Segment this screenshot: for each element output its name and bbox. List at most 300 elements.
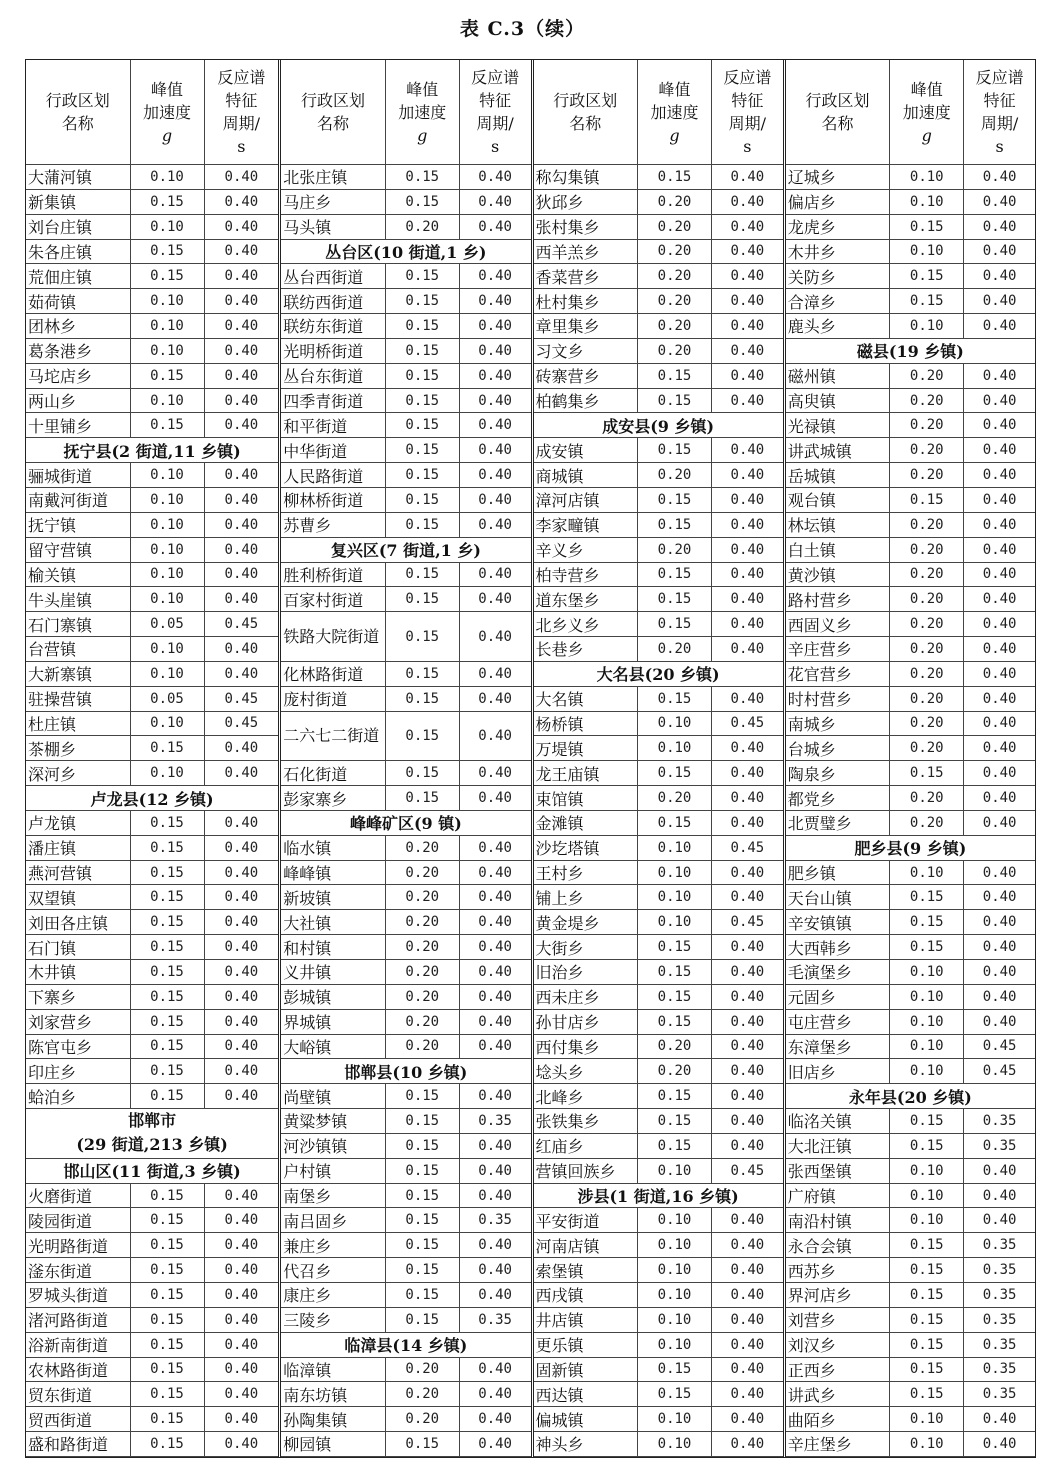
table-row <box>281 1009 530 1034</box>
header-peak-acceleration-line: 加速度 <box>650 102 699 122</box>
cell-region-name: 西未庄乡 <box>534 984 638 1009</box>
section-header: 临漳县(14 乡镇) <box>281 1332 530 1357</box>
cell-peak-acceleration: 0.15 <box>130 1382 204 1407</box>
header-characteristic-period-line: s <box>491 137 500 156</box>
cell-peak-acceleration: 0.15 <box>130 1009 204 1034</box>
cell-peak-acceleration: 0.15 <box>638 1357 712 1382</box>
cell-characteristic-period: 0.40 <box>712 612 783 637</box>
cell-region-name: 光禄镇 <box>786 413 890 438</box>
cell-peak-acceleration: 0.10 <box>130 165 204 190</box>
cell-region-name: 黄金堤乡 <box>534 910 638 935</box>
table-row <box>26 1183 278 1208</box>
cell-region-name: 卢龙镇 <box>26 810 130 835</box>
cell-region-name: 习文乡 <box>534 338 638 363</box>
cell-region-name: 蛤泊乡 <box>26 1084 130 1109</box>
cell-peak-acceleration: 0.15 <box>385 1233 459 1258</box>
cell-region-name: 大新寨镇 <box>26 661 130 686</box>
cell-characteristic-period: 0.40 <box>459 910 530 935</box>
cell-peak-acceleration: 0.20 <box>890 786 964 811</box>
cell-region-name: 贸西街道 <box>26 1407 130 1432</box>
table-row <box>534 612 783 637</box>
cell-region-name: 龙王庙镇 <box>534 761 638 786</box>
cell-peak-acceleration: 0.15 <box>890 910 964 935</box>
cell-peak-acceleration: 0.20 <box>385 984 459 1009</box>
cell-peak-acceleration: 0.10 <box>638 910 712 935</box>
cell-characteristic-period: 0.40 <box>712 463 783 488</box>
table-row <box>26 1258 278 1283</box>
cell-peak-acceleration: 0.20 <box>385 214 459 239</box>
table-row <box>534 537 783 562</box>
table-row <box>786 1233 1035 1258</box>
cell-peak-acceleration: 0.15 <box>130 1282 204 1307</box>
cell-peak-acceleration: 0.15 <box>638 487 712 512</box>
cell-region-name: 西固义乡 <box>786 612 890 637</box>
cell-characteristic-period: 0.40 <box>712 239 783 264</box>
cell-characteristic-period: 0.40 <box>964 463 1035 488</box>
cell-peak-acceleration: 0.15 <box>385 487 459 512</box>
cell-region-name: 茹荷镇 <box>26 289 130 314</box>
cell-peak-acceleration: 0.10 <box>638 885 712 910</box>
cell-peak-acceleration: 0.15 <box>385 1183 459 1208</box>
cell-peak-acceleration: 0.10 <box>890 960 964 985</box>
cell-region-name: 留守营镇 <box>26 537 130 562</box>
table-row <box>786 1382 1035 1407</box>
cell-peak-acceleration: 0.15 <box>130 885 204 910</box>
cell-characteristic-period: 0.40 <box>204 165 278 190</box>
table-row <box>281 1307 530 1332</box>
cell-region-name: 花官营乡 <box>786 661 890 686</box>
cell-region-name: 渚河路街道 <box>26 1307 130 1332</box>
cell-region-name: 下寨乡 <box>26 984 130 1009</box>
cell-peak-acceleration: 0.20 <box>638 264 712 289</box>
cell-peak-acceleration: 0.10 <box>638 1208 712 1233</box>
table-row <box>534 637 783 662</box>
cell-region-name: 罗城头街道 <box>26 1282 130 1307</box>
cell-peak-acceleration: 0.20 <box>385 885 459 910</box>
cell-characteristic-period: 0.40 <box>964 289 1035 314</box>
cell-peak-acceleration: 0.20 <box>890 587 964 612</box>
table-row <box>26 984 278 1009</box>
cell-region-name: 孙陶集镇 <box>281 1407 385 1432</box>
cell-peak-acceleration: 0.15 <box>130 1307 204 1332</box>
cell-region-name: 中华街道 <box>281 438 385 463</box>
table-row <box>281 1258 530 1283</box>
table-row <box>786 189 1035 214</box>
cell-characteristic-period: 0.40 <box>964 214 1035 239</box>
cell-peak-acceleration: 0.20 <box>890 711 964 736</box>
cell-peak-acceleration: 0.20 <box>890 736 964 761</box>
cell-peak-acceleration: 0.15 <box>638 165 712 190</box>
table-row <box>534 1034 783 1059</box>
table-row <box>281 835 530 860</box>
cell-peak-acceleration: 0.15 <box>638 761 712 786</box>
cell-region-name: 联纺西街道 <box>281 289 385 314</box>
header-characteristic-period-line: 反应谱 <box>723 68 772 87</box>
cell-characteristic-period: 0.40 <box>712 1009 783 1034</box>
cell-peak-acceleration: 0.15 <box>890 1382 964 1407</box>
table-row <box>26 537 278 562</box>
cell-peak-acceleration: 0.15 <box>638 512 712 537</box>
table-grid <box>281 60 530 1457</box>
cell-region-name: 刘家营乡 <box>26 1009 130 1034</box>
cell-peak-acceleration: 0.10 <box>130 661 204 686</box>
cell-characteristic-period: 0.40 <box>204 338 278 363</box>
table-panel-4 <box>783 60 1035 1457</box>
cell-characteristic-period: 0.40 <box>204 537 278 562</box>
cell-characteristic-period: 0.40 <box>204 835 278 860</box>
cell-region-name: 关防乡 <box>786 264 890 289</box>
cell-region-name: 两山乡 <box>26 388 130 413</box>
cell-characteristic-period: 0.40 <box>204 512 278 537</box>
cell-peak-acceleration: 0.10 <box>638 1282 712 1307</box>
cell-characteristic-period: 0.40 <box>964 512 1035 537</box>
table-row <box>26 935 278 960</box>
cell-region-name: 和村镇 <box>281 935 385 960</box>
cell-characteristic-period: 0.40 <box>459 1233 530 1258</box>
section-header-row <box>786 338 1035 363</box>
cell-peak-acceleration: 0.20 <box>890 512 964 537</box>
cell-peak-acceleration: 0.15 <box>638 587 712 612</box>
cell-region-name: 营镇回族乡 <box>534 1158 638 1183</box>
cell-characteristic-period: 0.45 <box>204 711 278 736</box>
table-row <box>786 363 1035 388</box>
cell-peak-acceleration: 0.15 <box>130 1084 204 1109</box>
cell-region-name: 索堡镇 <box>534 1258 638 1283</box>
table-row <box>281 1109 530 1134</box>
section-header: 邯山区(11 街道,3 乡镇) <box>26 1158 278 1183</box>
header-peak-acceleration-line: 峰值 <box>910 79 943 99</box>
cell-characteristic-period: 0.40 <box>712 537 783 562</box>
table-row <box>281 487 530 512</box>
header-peak-acceleration-line: g <box>161 125 173 145</box>
table-row <box>26 910 278 935</box>
header-row <box>534 60 783 165</box>
cell-characteristic-period: 0.40 <box>204 1208 278 1233</box>
cell-peak-acceleration: 0.10 <box>890 1183 964 1208</box>
table-row <box>534 810 783 835</box>
cell-region-name: 马坨店乡 <box>26 363 130 388</box>
table-row <box>786 960 1035 985</box>
cell-region-name: 西付集乡 <box>534 1034 638 1059</box>
cell-peak-acceleration: 0.15 <box>130 960 204 985</box>
table-row <box>534 214 783 239</box>
table-row <box>786 1307 1035 1332</box>
cell-region-name: 联纺东街道 <box>281 314 385 339</box>
cell-region-name: 石门镇 <box>26 935 130 960</box>
cell-peak-acceleration: 0.15 <box>385 1258 459 1283</box>
cell-region-name: 漳河店镇 <box>534 487 638 512</box>
cell-characteristic-period: 0.40 <box>459 1382 530 1407</box>
table-row <box>281 413 530 438</box>
cell-region-name: 庞村街道 <box>281 686 385 711</box>
cell-peak-acceleration: 0.20 <box>638 637 712 662</box>
cell-characteristic-period: 0.35 <box>459 1307 530 1332</box>
cell-characteristic-period: 0.40 <box>459 661 530 686</box>
cell-region-name: 河沙镇镇 <box>281 1133 385 1158</box>
cell-characteristic-period: 0.40 <box>964 860 1035 885</box>
cell-peak-acceleration: 0.10 <box>130 587 204 612</box>
table-row <box>534 512 783 537</box>
cell-peak-acceleration: 0.15 <box>130 984 204 1009</box>
cell-region-name: 四季青街道 <box>281 388 385 413</box>
cell-peak-acceleration: 0.10 <box>890 239 964 264</box>
cell-characteristic-period: 0.40 <box>964 1407 1035 1432</box>
table-row <box>786 562 1035 587</box>
cell-characteristic-period: 0.40 <box>204 1084 278 1109</box>
header-characteristic-period-line: 特征 <box>225 91 258 110</box>
cell-region-name: 火磨街道 <box>26 1183 130 1208</box>
cell-region-name: 张村集乡 <box>534 214 638 239</box>
cell-characteristic-period: 0.40 <box>459 463 530 488</box>
cell-characteristic-period: 0.40 <box>712 1034 783 1059</box>
cell-region-name: 砖寨营乡 <box>534 363 638 388</box>
cell-peak-acceleration: 0.15 <box>385 1307 459 1332</box>
cell-characteristic-period: 0.40 <box>712 984 783 1009</box>
header-name-line: 行政区划 <box>805 91 870 110</box>
cell-peak-acceleration: 0.15 <box>385 661 459 686</box>
header-characteristic-period-line: 周期/ <box>476 114 514 133</box>
cell-peak-acceleration: 0.20 <box>385 1009 459 1034</box>
cell-region-name: 木井镇 <box>26 960 130 985</box>
cell-peak-acceleration: 0.15 <box>638 438 712 463</box>
cell-region-name: 界城镇 <box>281 1009 385 1034</box>
table-row <box>26 338 278 363</box>
header-characteristic-period-line: 周期/ <box>222 114 261 133</box>
table-row <box>281 338 530 363</box>
cell-characteristic-period: 0.40 <box>459 1357 530 1382</box>
cell-region-name: 西达镇 <box>534 1382 638 1407</box>
header-peak-acceleration-line: g <box>417 125 428 145</box>
cell-characteristic-period: 0.40 <box>204 1009 278 1034</box>
table-row <box>786 264 1035 289</box>
cell-region-name: 北乡义乡 <box>534 612 638 637</box>
cell-region-name: 辛庄营乡 <box>786 637 890 662</box>
cell-characteristic-period: 0.40 <box>964 885 1035 910</box>
cell-peak-acceleration: 0.15 <box>890 1332 964 1357</box>
cell-peak-acceleration: 0.10 <box>130 463 204 488</box>
table-row <box>786 1432 1035 1457</box>
cell-characteristic-period: 0.40 <box>204 264 278 289</box>
cell-peak-acceleration: 0.15 <box>130 1258 204 1283</box>
cell-characteristic-period: 0.40 <box>712 860 783 885</box>
cell-region-name: 西苏乡 <box>786 1258 890 1283</box>
cell-characteristic-period: 0.40 <box>964 935 1035 960</box>
cell-peak-acceleration: 0.20 <box>638 786 712 811</box>
table-row <box>786 686 1035 711</box>
cell-region-name: 彭家寨乡 <box>281 786 385 811</box>
table-row <box>786 1109 1035 1134</box>
table-row <box>534 1332 783 1357</box>
table-row <box>534 1059 783 1084</box>
table-row <box>281 512 530 537</box>
cell-characteristic-period: 0.40 <box>964 984 1035 1009</box>
section-header-row <box>534 413 783 438</box>
cell-peak-acceleration: 0.15 <box>385 587 459 612</box>
cell-region-name: 红庙乡 <box>534 1133 638 1158</box>
cell-peak-acceleration: 0.15 <box>890 487 964 512</box>
cell-peak-acceleration: 0.10 <box>638 1432 712 1457</box>
cell-region-name: 白土镇 <box>786 537 890 562</box>
cell-characteristic-period: 0.40 <box>712 1208 783 1233</box>
cell-peak-acceleration: 0.10 <box>130 487 204 512</box>
table-row <box>534 1158 783 1183</box>
cell-peak-acceleration: 0.10 <box>638 860 712 885</box>
cell-peak-acceleration: 0.15 <box>385 1133 459 1158</box>
cell-characteristic-period: 0.40 <box>459 1009 530 1034</box>
table-row <box>281 984 530 1009</box>
cell-characteristic-period: 0.40 <box>204 1258 278 1283</box>
cell-characteristic-period: 0.35 <box>964 1109 1035 1134</box>
cell-peak-acceleration: 0.15 <box>130 1407 204 1432</box>
table-row <box>534 910 783 935</box>
cell-characteristic-period: 0.40 <box>712 786 783 811</box>
cell-peak-acceleration: 0.20 <box>385 960 459 985</box>
cell-region-name: 驻操营镇 <box>26 686 130 711</box>
cell-peak-acceleration: 0.20 <box>890 537 964 562</box>
cell-region-name: 称勾集镇 <box>534 165 638 190</box>
cell-region-name: 时村营乡 <box>786 686 890 711</box>
table-row <box>26 637 278 662</box>
cell-region-name: 李家疃镇 <box>534 512 638 537</box>
cell-region-name: 偏店乡 <box>786 189 890 214</box>
cell-peak-acceleration: 0.15 <box>638 612 712 637</box>
table-row <box>786 438 1035 463</box>
cell-region-name: 彭城镇 <box>281 984 385 1009</box>
table-row <box>786 786 1035 811</box>
cell-peak-acceleration: 0.10 <box>890 1407 964 1432</box>
table-row <box>281 960 530 985</box>
cell-characteristic-period: 0.40 <box>459 487 530 512</box>
cell-characteristic-period: 0.40 <box>964 1009 1035 1034</box>
cell-region-name: 临水镇 <box>281 835 385 860</box>
cell-peak-acceleration: 0.10 <box>638 1258 712 1283</box>
section-header-row <box>786 1084 1035 1109</box>
cell-peak-acceleration: 0.10 <box>890 1158 964 1183</box>
cell-peak-acceleration: 0.10 <box>130 338 204 363</box>
table-row <box>534 239 783 264</box>
cell-characteristic-period: 0.40 <box>204 1034 278 1059</box>
table-row <box>26 239 278 264</box>
cell-characteristic-period: 0.40 <box>712 1282 783 1307</box>
cell-characteristic-period: 0.40 <box>459 984 530 1009</box>
table-row <box>786 935 1035 960</box>
cell-region-name: 抚宁镇 <box>26 512 130 537</box>
cell-region-name: 观台镇 <box>786 487 890 512</box>
table-row <box>534 1432 783 1457</box>
cell-peak-acceleration: 0.15 <box>890 885 964 910</box>
cell-peak-acceleration: 0.15 <box>130 1332 204 1357</box>
cell-peak-acceleration: 0.20 <box>638 1059 712 1084</box>
cell-peak-acceleration: 0.10 <box>638 1158 712 1183</box>
cell-characteristic-period: 0.40 <box>712 1357 783 1382</box>
cell-peak-acceleration: 0.20 <box>385 860 459 885</box>
cell-region-name: 西羊羔乡 <box>534 239 638 264</box>
cell-characteristic-period: 0.40 <box>964 1183 1035 1208</box>
cell-peak-acceleration: 0.20 <box>890 686 964 711</box>
cell-peak-acceleration: 0.15 <box>385 761 459 786</box>
cell-characteristic-period: 0.40 <box>459 1407 530 1432</box>
cell-region-name: 百家村街道 <box>281 587 385 612</box>
cell-region-name: 马头镇 <box>281 214 385 239</box>
cell-region-name: 峰峰镇 <box>281 860 385 885</box>
table-row <box>26 661 278 686</box>
cell-region-name: 龙虎乡 <box>786 214 890 239</box>
cell-peak-acceleration: 0.20 <box>890 612 964 637</box>
cell-region-name: 荒佃庄镇 <box>26 264 130 289</box>
cell-region-name: 讲武城镇 <box>786 438 890 463</box>
cell-region-name: 柏寺营乡 <box>534 562 638 587</box>
cell-region-name: 大峪镇 <box>281 1034 385 1059</box>
cell-characteristic-period: 0.40 <box>204 1332 278 1357</box>
cell-characteristic-period: 0.35 <box>964 1307 1035 1332</box>
cell-peak-acceleration: 0.10 <box>890 1034 964 1059</box>
cell-region-name: 盛和路街道 <box>26 1432 130 1457</box>
cell-region-name: 大蒲河镇 <box>26 165 130 190</box>
table-row <box>786 1133 1035 1158</box>
cell-characteristic-period: 0.40 <box>712 363 783 388</box>
cell-peak-acceleration: 0.15 <box>638 810 712 835</box>
table-row <box>281 1034 530 1059</box>
cell-characteristic-period: 0.40 <box>964 537 1035 562</box>
cell-characteristic-period: 0.40 <box>964 413 1035 438</box>
cell-characteristic-period: 0.40 <box>712 1382 783 1407</box>
cell-characteristic-period: 0.40 <box>964 388 1035 413</box>
cell-characteristic-period: 0.40 <box>459 165 530 190</box>
header-name-line: 行政区划 <box>45 91 110 110</box>
cell-peak-acceleration: 0.15 <box>890 1233 964 1258</box>
header-peak-acceleration <box>890 60 964 165</box>
cell-region-name: 深河乡 <box>26 761 130 786</box>
cell-peak-acceleration: 0.15 <box>130 736 204 761</box>
cell-characteristic-period: 0.35 <box>964 1258 1035 1283</box>
header-name-line: 行政区划 <box>300 91 365 110</box>
table-row <box>26 1084 278 1109</box>
cell-peak-acceleration: 0.20 <box>385 935 459 960</box>
section-header: 复兴区(7 街道,1 乡) <box>281 537 530 562</box>
table-panel-1 <box>26 60 278 1457</box>
cell-peak-acceleration: 0.15 <box>385 363 459 388</box>
table-row <box>26 214 278 239</box>
cell-region-name: 榆关镇 <box>26 562 130 587</box>
cell-characteristic-period: 0.40 <box>204 388 278 413</box>
table-row <box>786 587 1035 612</box>
table-row <box>534 835 783 860</box>
table-row <box>786 1158 1035 1183</box>
cell-region-name: 铁路大院街道 <box>281 612 385 662</box>
section-header-row <box>26 786 278 811</box>
cell-region-name: 团林乡 <box>26 314 130 339</box>
cell-region-name: 大西韩乡 <box>786 935 890 960</box>
cell-region-name: 辽城乡 <box>786 165 890 190</box>
header-peak-acceleration-line: 峰值 <box>150 79 183 99</box>
cell-peak-acceleration: 0.15 <box>130 363 204 388</box>
table-grid <box>26 60 278 1457</box>
cell-region-name: 茶棚乡 <box>26 736 130 761</box>
table-row <box>786 637 1035 662</box>
cell-peak-acceleration: 0.20 <box>385 1382 459 1407</box>
table-row <box>534 761 783 786</box>
table-row <box>534 1233 783 1258</box>
header-name-line: 行政区划 <box>553 91 618 110</box>
cell-peak-acceleration: 0.20 <box>890 413 964 438</box>
cell-characteristic-period: 0.40 <box>712 289 783 314</box>
cell-characteristic-period: 0.40 <box>459 1133 530 1158</box>
cell-characteristic-period: 0.40 <box>459 835 530 860</box>
table-row <box>281 935 530 960</box>
table-row <box>281 264 530 289</box>
header-name <box>786 60 890 165</box>
cell-peak-acceleration: 0.10 <box>130 562 204 587</box>
